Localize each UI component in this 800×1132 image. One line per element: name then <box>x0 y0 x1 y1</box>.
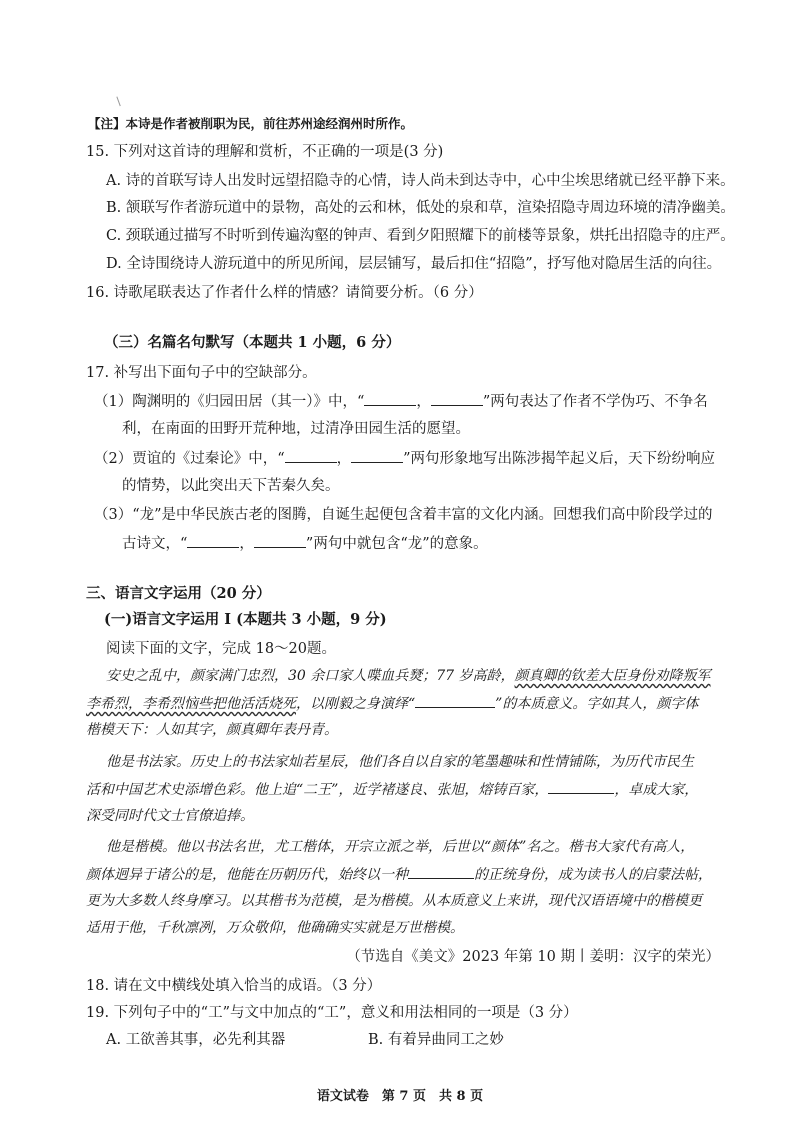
q18-stem: 18. 请在文中横线处填入恰当的成语。（3 分） <box>86 978 382 994</box>
passage-p2-line1: 他是书法家。历史上的书法家灿若星辰，他们各自以自家的笔墨趣味和性情铺陈，为历代市民生 <box>106 754 694 770</box>
q17-item2-pre: （2）贾谊的《过秦论》中，“ <box>94 451 285 467</box>
q17-stem: 17. 补写出下面句子中的空缺部分。 <box>86 365 317 381</box>
q17-blank-2a[interactable] <box>285 448 337 463</box>
passage-p1-text: 安史之乱中，颜家满门忠烈，30 余口家人喋血兵燹；77 岁高龄， <box>106 668 515 684</box>
passage-p1-line1 <box>106 666 711 686</box>
q17-item1-line1 <box>94 391 708 412</box>
q15-option-b: B. 颔联写作者游玩道中的景物，高处的云和林，低处的泉和草，渲染招隐寺周边环境的清净幽美。 <box>106 200 735 216</box>
q17-blank-1a[interactable] <box>364 391 416 406</box>
q17-item3-post: ”两句中就包含“龙”的意象。 <box>305 536 488 552</box>
q17-item3-line2 <box>122 533 488 554</box>
q19-stem: 19. 下列句子中的“工”与文中加点的“工”，意义和用法相同的一项是（3 分） <box>86 1005 578 1021</box>
q17-item2-post: ”两句形象地写出陈涉揭竿起义后，天下纷纷响应 <box>403 451 716 467</box>
q17-blank-3a[interactable] <box>187 533 239 548</box>
q19-option-b: B. 有着异曲同工之妙 <box>368 1032 504 1048</box>
q17-blank-1b[interactable] <box>431 391 483 406</box>
passage-p2-text: 活和中国艺术史添增色彩。他上追“二王”，近学褚遂良、张旭，熔铸百家， <box>86 782 549 798</box>
q15-option-c: C. 颈联通过描写不时听到传遍沟壑的钟声、看到夕阳照耀下的前楼等景象，烘托出招隐寺的庄严。 <box>106 228 735 244</box>
passage-blank-1[interactable] <box>415 693 495 708</box>
passage-p3-line3: 更为大多数人终身摩习。以其楷书为范模，是为楷模。从本质意义上来讲，现代汉语语境中的楷模更 <box>86 893 702 909</box>
q17-blank-2b[interactable] <box>351 448 403 463</box>
passage-source: （节选自《美文》2023 年第 10 期丨姜明：汉字的荣光） <box>346 949 720 965</box>
q17-blank-3b[interactable] <box>254 533 306 548</box>
q17-item1-pre: （1）陶渊明的《归园田居（其一）》中，“ <box>94 394 365 410</box>
q17-item3-sep: ， <box>239 536 254 552</box>
passage-p3-text-2: 的正统身份，成为读书人的启蒙法帖， <box>474 867 712 883</box>
passage-wavy-sentence-2: 李希烈，李希烈恼些把他活活烧死 <box>86 696 296 712</box>
poem-note: 【注】本诗是作者被削职为民，前往苏州途经润州时所作。 <box>88 116 414 131</box>
passage-p3-line4: 适用于他，千秋凛冽，万众敬仰，他确确实实就是万世楷模。 <box>86 920 464 936</box>
q17-item3-line1: （3）“龙”是中华民族古老的图腾，自诞生起便包含着丰富的文化内涵。回想我们高中阶段学过的 <box>94 507 713 523</box>
page-footer: 语文试卷 第 7 页 共 8 页 <box>316 1089 484 1104</box>
part3-heading: 三、语言文字运用（20 分） <box>86 585 271 602</box>
scan-mark <box>116 96 122 106</box>
part3-subheading: (一)语言文字运用 Ⅰ (本题共 3 小题，9 分) <box>104 611 387 628</box>
section3-heading: （三）名篇名句默写（本题共 1 小题，6 分） <box>104 334 401 351</box>
passage-p1-text-3: ”的本质意义。字如其人，颜字体 <box>495 696 699 712</box>
q15-option-a: A. 诗的首联写诗人出发时远望招隐寺的心情，诗人尚未到达寺中，心中尘埃思绪就已经平静下来。 <box>106 173 735 189</box>
passage-p1-line2 <box>86 693 698 714</box>
passage-blank-3[interactable] <box>408 864 474 879</box>
passage-p2-line3: 深受同时代文士官僚追捧。 <box>86 808 254 824</box>
q19-option-a: A. 工欲善其事，必先利其器 <box>106 1032 286 1048</box>
q17-item2-line2: 的情势，以此突出天下苦秦久矣。 <box>122 478 340 494</box>
q17-item2-sep: ， <box>336 451 352 467</box>
passage-p3-text: 颜体迥异于诸公的是，他能在历朝历代，始终以一种 <box>86 867 408 883</box>
q16-stem: 16. 诗歌尾联表达了作者什么样的情感？请简要分析。（6 分） <box>86 285 483 301</box>
passage-p3-line2 <box>86 864 712 885</box>
q17-item3-pre: 古诗文，“ <box>122 536 188 552</box>
q15-option-d: D. 全诗围绕诗人游玩道中的所见所闻，层层铺写，最后扣住“招隐”，抒写他对隐居生活的向往。 <box>106 256 722 272</box>
passage-p1-line3: 楷模天下：人如其字，颜真卿年表丹青。 <box>86 722 338 738</box>
passage-p3-line1: 他是楷模。他以书法名世，尤工楷体，开宗立派之举，后世以“颜体”名之。楷书大家代有高人， <box>106 839 695 855</box>
passage-blank-2[interactable] <box>548 779 614 794</box>
q17-item1-line2: 利，在南面的田野开荒种地，过清净田园生活的愿望。 <box>122 421 470 437</box>
passage-p2-text-2: ，卓成大家， <box>614 782 699 798</box>
passage-p1-text-2: ，以刚毅之身演绎“ <box>296 696 416 712</box>
passage-wavy-sentence-1: 颜真卿的钦差大臣身份劝降叛军 <box>514 668 711 684</box>
q17-item2-line1 <box>94 448 715 469</box>
passage-p2-line2 <box>86 779 698 800</box>
reading-prompt: 阅读下面的文字，完成 18～20题。 <box>106 641 337 657</box>
q17-item1-post: ”两句表达了作者不学伪巧、不争名 <box>482 394 708 410</box>
q17-item1-sep: ， <box>416 394 431 410</box>
q15-stem: 15. 下列对这首诗的理解和赏析，不正确的一项是(3 分) <box>86 144 444 160</box>
